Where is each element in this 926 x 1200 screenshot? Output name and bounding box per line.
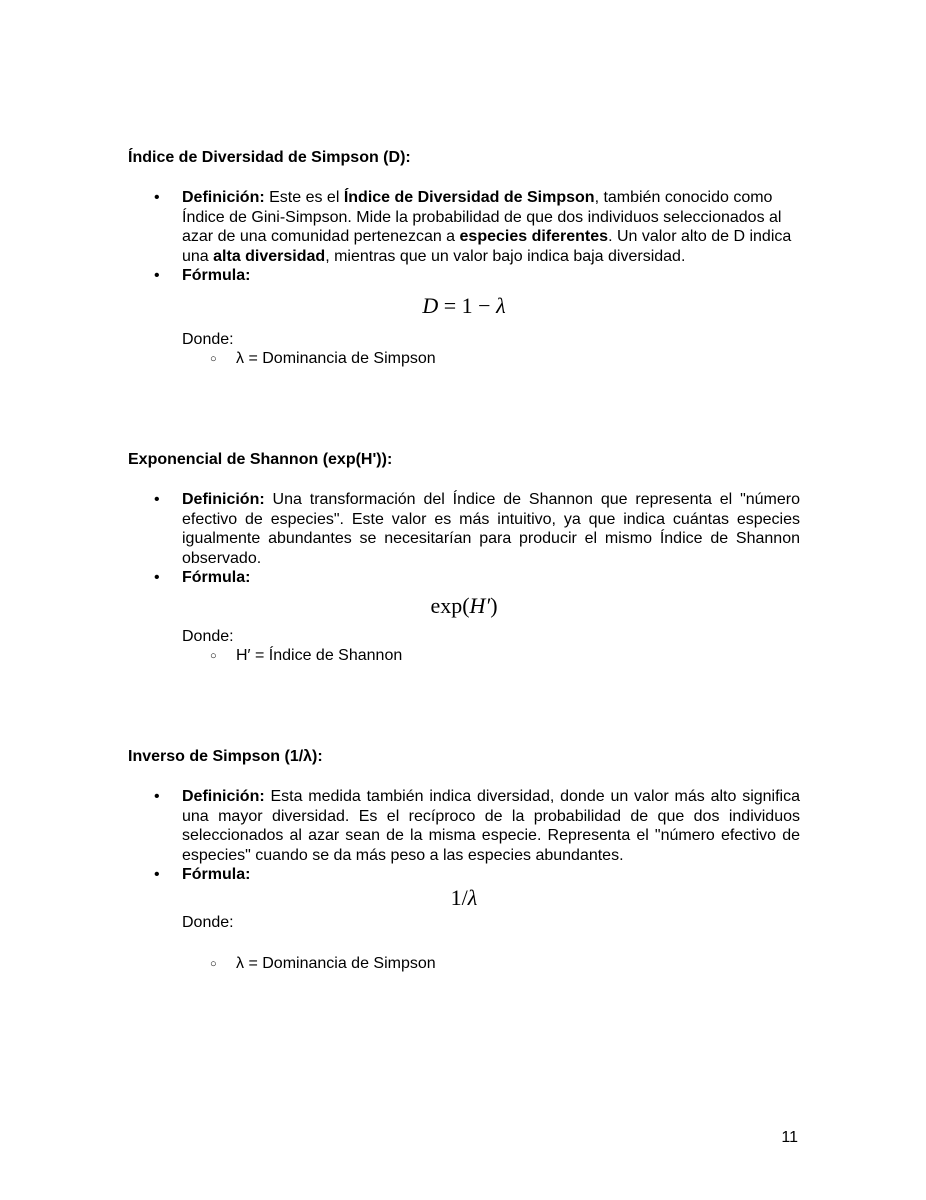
definition-label: Definición: <box>182 491 265 508</box>
section-heading: Inverso de Simpson (1/λ): <box>128 748 323 765</box>
bullet-list <box>128 188 800 286</box>
definition-text: Este es el <box>264 189 344 206</box>
definition-label: Definición: <box>182 788 265 805</box>
page-number: 11 <box>781 1129 798 1146</box>
section-simpson-diversity <box>128 148 800 378</box>
definition-label: Definición: <box>182 189 265 206</box>
definition-text: Esta medida también indica diversidad, donde un valor más alto significa una mayor diversidad. Es el recíproco de la probabilidad de que dos individuos seleccionados al azar sean de la misma especie. Representa el "número efectivo de especies" cuando se da más peso a las especies abundantes. <box>182 788 800 864</box>
formula-function: exp( <box>430 593 470 618</box>
section-heading: Índice de Diversidad de Simpson (D): <box>128 149 411 166</box>
formula-item <box>128 266 800 286</box>
formula-variable: λ <box>467 885 478 910</box>
formula-label: Fórmula: <box>182 866 251 883</box>
bullet-list <box>128 490 800 588</box>
where-item: ○ λ = Dominancia de Simpson <box>210 954 436 974</box>
definition-item <box>128 188 800 266</box>
formula-operator: = 1 − <box>438 293 497 318</box>
where-item: ○ λ = Dominancia de Simpson <box>210 349 436 369</box>
formula-label: Fórmula: <box>182 267 251 284</box>
definition-item <box>128 490 800 568</box>
bullet-list <box>128 787 800 885</box>
definition-bold-term: especies diferentes <box>459 228 609 245</box>
where-item: ○ H′ = Índice de Shannon <box>210 646 402 666</box>
definition-bold-term: Índice de Diversidad de Simpson <box>343 189 595 206</box>
formula-variable: D <box>422 293 439 318</box>
definition-text: , también conocido como Índice de Gini-Simpson. Mide la probabilidad de que dos individuos seleccionados al azar de una comunidad pertenezcan a <box>182 189 782 245</box>
formula-simpson-d <box>128 293 800 319</box>
section-heading: Exponencial de Shannon (exp(H')): <box>128 451 393 468</box>
formula-variable: H′ <box>469 593 491 618</box>
formula-label: Fórmula: <box>182 569 251 586</box>
formula-item <box>128 568 800 588</box>
where-label: Donde: <box>182 914 234 931</box>
where-label: Donde: <box>182 331 234 348</box>
definition-bold-term: alta diversidad <box>213 247 326 265</box>
definition-text: . Un valor alto de D indica una <box>182 228 792 265</box>
formula-item <box>128 865 800 885</box>
definition-text: , mientras que un valor bajo indica baja diversidad. <box>325 247 686 265</box>
formula-shannon-exp <box>128 593 800 619</box>
definition-text: Una transformación del Índice de Shannon que representa el "número efectivo de especies". Este valor es más intuitivo, ya que indica cuántas especies igualmente abundantes se necesitarían para producir el mismo Índice de Shannon observado. <box>182 491 800 567</box>
formula-variable: λ <box>496 293 506 318</box>
where-label: Donde: <box>182 628 234 645</box>
formula-inverse-simpson <box>128 885 800 911</box>
section-shannon-exponential <box>128 450 800 680</box>
section-inverse-simpson <box>128 747 800 987</box>
formula-paren: ) <box>490 593 498 618</box>
definition-item <box>128 787 800 865</box>
formula-number: 1/ <box>450 885 468 910</box>
